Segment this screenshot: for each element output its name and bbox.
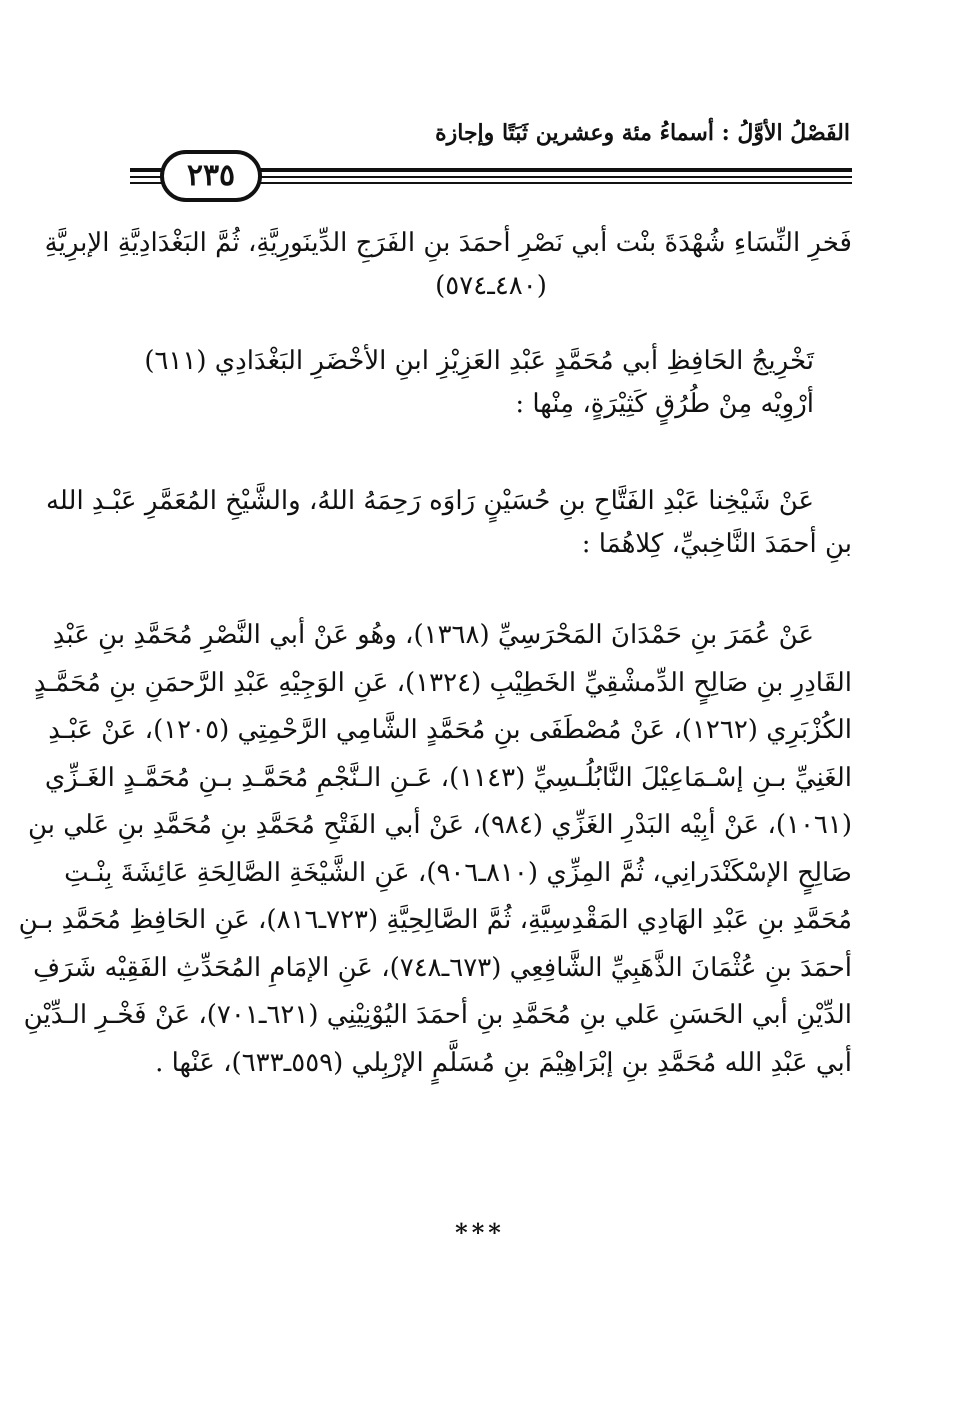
paragraph-line: الغَنِيِّ بـنِ إسْـمَاعِيْلَ النَّابُلُـسِيِّ (١١٤٣)، عَـنِ الـنَّجْمِ مُحَمَّـدِ بـنِ مُحَمَّـدٍ الغَـزِّي: [44, 762, 852, 793]
paragraph-line: عَنْ عُمَرَ بنِ حَمْدَانَ المَحْرَسِيِّ (١٣٦٨)، وهُو عَنْ أبي النَّصْرِ مُحَمَّدِ بنِ عَبْدِ: [52, 620, 814, 650]
running-header-title: الفَصْلُ الأوَّلُ : أسماءُ مئة وعشرين ثَبَتًا وإجازة: [435, 120, 850, 146]
takhrij-line: أرْوِيْه مِنْ طُرُقٍ كَثِيْرَةٍ، مِنْها :: [515, 389, 814, 419]
paragraph-line: الدِّيْنِ أبي الحَسَنِ عَلي بنِ مُحَمَّدِ بنِ أحمَدَ اليُوْنِيْنِي (٦٢١ـ٧٠١)، عَنْ فَخْـرِ الـدِّيْنِ: [23, 1000, 852, 1030]
work-title-line: فَخرِ النِّسَاءِ شُهْدَةَ بنْت أبي نَصْرِ أحمَدَ بنِ الفَرَجِ الدِّينَورِيَّةِ، ثُمَّ البَغْدَادِيَّةِ الإبرِيَّةِ: [44, 228, 852, 258]
paragraph-line: (١٠٦١)، عَنْ أبِيْه البَدْرِ الغَزِّي (٩٨٤)، عَنْ أبي الفَتْحِ مُحَمَّدِ بنِ مُحَمَّدِ بنِ عَلي بنِ: [28, 810, 852, 840]
paragraph-line: بنِ أحمَدَ النَّاخِبيِّ، كِلاهُمَا :: [581, 529, 852, 559]
page-number: ٢٣٥: [160, 150, 262, 202]
paragraph-line: القَادِرِ بنِ صَالِحٍ الدِّمشْقِيِّ الخَطِيْبِ (١٣٢٤)، عَنِ الوَجِيْهِ عَبْدِ الرَّحمَنِ بنِ مُحَمَّـدٍ: [33, 667, 852, 698]
paragraph-line: أبي عَبْدِ الله مُحَمَّدِ بنِ إبْرَاهِيْمَ بنِ مُسَلَّمٍ الإرْبِلي (٥٥٩ـ٦٣٣)، عَنْها .: [155, 1047, 852, 1078]
paragraph-teachers: [45, 480, 852, 566]
work-title-block: [44, 222, 852, 308]
paragraph-line: الكُزْبَرِي (١٢٦٢)، عَنْ مُصْطَفَى بنِ مُحَمَّدٍ الشَّامِي الرَّحْمِتِي (١٢٠٥)، عَنْ عَبْـدِ: [48, 715, 852, 745]
paragraph-line: عَنْ شَيْخِنا عَبْدِ الفَتَّاحِ بنِ حُسَيْنٍ رَاوَه رَحِمَهُ اللهُ، والشَّيْخِ المُعَمَّرِ عَبْـدِ الله: [45, 486, 814, 516]
takhrij-line: تَخْرِيجُ الحَافِظِ أبي مُحَمَّدٍ عَبْدِ العَزِيْزِ ابنِ الأخْضَرِ البَغْدَادِي (٦١١): [144, 346, 814, 376]
paragraph-line: صَالِحٍ الإسْكَنْدَرانِي، ثُمَّ المِزِّي (٨١٠ـ٩٠٦)، عَنِ الشَّيْخَةِ الصَّالِحَةِ عَائِشَةَ بِنْـتِ: [64, 857, 852, 888]
takhrij-block: [130, 340, 852, 426]
paragraph-line: أحمَدَ بنِ عُثْمَانَ الذَّهَبِيِّ الشَّافِعِي (٦٧٣ـ٧٤٨)، عَنِ الإمَامِ المُحَدِّثِ الفَقِيْه شَرَفِ: [33, 952, 852, 983]
work-title-dates: (٤٨٠ـ٥٧٤): [435, 271, 547, 301]
paragraph-line: مُحَمَّدِ بنِ عَبْدِ الهَادِي المَقْدِسِيَّةِ، ثُمَّ الصَّالِحِيَّةِ (٧٢٣ـ٨١٦)، عَنِ الحَافِظِ مُحَمَّدِ بـنِ: [18, 905, 852, 935]
section-end-asterisks: ***: [455, 1218, 505, 1247]
paragraph-isnad-chain: [18, 612, 852, 1087]
